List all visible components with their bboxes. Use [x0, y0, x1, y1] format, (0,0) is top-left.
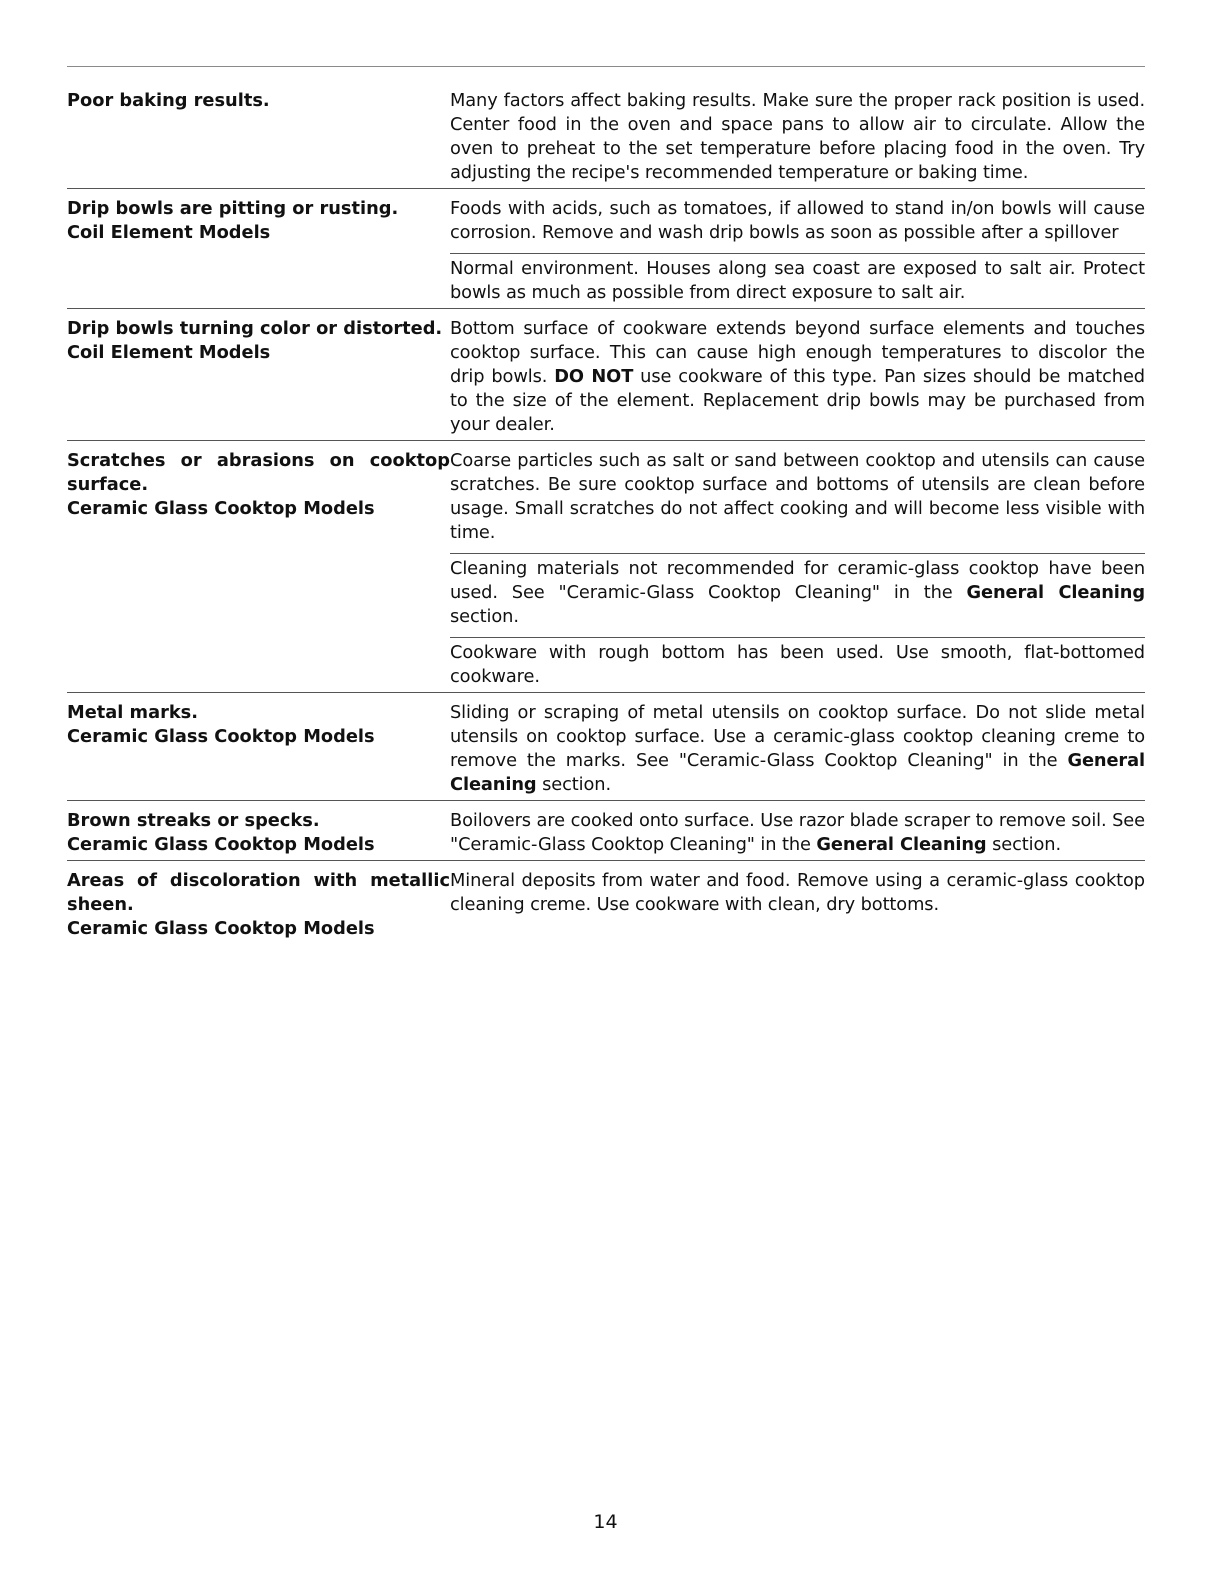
solution-cell: [450, 197, 1145, 305]
solution-cell: [450, 449, 1145, 689]
solution-text: Boilovers are cooked onto surface. Use razor blade scraper to remove soil. See "Ceramic-Glass Cooktop Cleaning" in the: [450, 810, 1145, 855]
problem-cell: [67, 89, 450, 185]
problem-title: Areas of discoloration with metallic sheen.: [67, 870, 450, 915]
bold-text: General Cleaning: [450, 750, 1145, 795]
bold-text: General Cleaning: [966, 582, 1145, 603]
solution-text: Cookware with rough bottom has been used. Use smooth, flat-bottomed cookware.: [450, 642, 1145, 687]
solution-text: Normal environment. Houses along sea coast are exposed to salt air. Protect bowls as much as possible from direct exposure to salt air.: [450, 258, 1145, 303]
page-number: 14: [593, 1511, 618, 1533]
solution-text: Bottom surface of cookware extends beyond surface elements and touches cooktop surface. This can cause high enough temperatures to discolor the drip bowls.: [450, 318, 1145, 387]
problem-title: Drip bowls are pitting or rusting.: [67, 198, 399, 219]
solution-paragraph: [450, 89, 1145, 185]
solution-paragraph: [450, 869, 1145, 917]
solution-cell: [450, 869, 1145, 941]
problem-cell: [67, 317, 450, 437]
solution-text: use cookware of this type. Pan sizes should be matched to the size of the element. Replacement drip bowls may be purchased from your dealer.: [450, 366, 1145, 435]
bold-text: DO NOT: [554, 366, 634, 387]
problem-title: Brown streaks or specks.: [67, 810, 320, 831]
table-row: [67, 449, 1145, 693]
troubleshooting-table: [67, 66, 1145, 952]
solution-paragraph: [450, 809, 1145, 857]
problem-model-type: Ceramic Glass Cooktop Models: [67, 918, 375, 939]
table-row: [67, 701, 1145, 801]
table-row: [67, 869, 1145, 944]
problem-title: Scratches or abrasions on cooktop surface.: [67, 450, 450, 495]
top-rule: [67, 66, 1145, 67]
problem-cell: [67, 449, 450, 689]
solution-cell: [450, 317, 1145, 437]
solution-text: section.: [450, 606, 519, 627]
solution-cell: [450, 701, 1145, 797]
solution-paragraph: [450, 553, 1145, 629]
problem-title: Poor baking results.: [67, 90, 270, 111]
problem-cell: [67, 809, 450, 857]
solution-text: Coarse particles such as salt or sand between cooktop and utensils can cause scratches. Be sure cooktop surface and bottoms of utensils are clean before usage. Small scratches do not affect cooking and will become less visible with time.: [450, 450, 1145, 543]
table-row: [67, 197, 1145, 309]
bold-text: General Cleaning: [816, 834, 987, 855]
solution-text: Many factors affect baking results. Make sure the proper rack position is used. Center food in the oven and space pans to allow air to circulate. Allow the oven to preheat to the set temperature before placing food in the oven. Try adjusting the recipe's recommended temperature or baking time.: [450, 90, 1145, 183]
solution-cell: [450, 809, 1145, 857]
solution-text: section.: [536, 774, 611, 795]
table-row: [67, 89, 1145, 189]
table-row: [67, 809, 1145, 861]
solution-text: Foods with acids, such as tomatoes, if allowed to stand in/on bowls will cause corrosion. Remove and wash drip bowls as soon as possible after a spillover: [450, 198, 1145, 243]
solution-paragraph: [450, 637, 1145, 689]
solution-paragraph: [450, 197, 1145, 245]
solution-paragraph: [450, 253, 1145, 305]
table-rows: [67, 89, 1145, 944]
problem-model-type: Coil Element Models: [67, 222, 271, 243]
solution-paragraph: [450, 449, 1145, 545]
solution-text: Mineral deposits from water and food. Remove using a ceramic-glass cooktop cleaning creme. Use cookware with clean, dry bottoms.: [450, 870, 1145, 915]
solution-text: Cleaning materials not recommended for ceramic-glass cooktop have been used. See "Ceramic-Glass Cooktop Cleaning" in the: [450, 558, 1145, 603]
problem-title: Metal marks.: [67, 702, 198, 723]
problem-title: Drip bowls turning color or distorted.: [67, 318, 443, 339]
solution-text: Sliding or scraping of metal utensils on cooktop surface. Do not slide metal utensils on cooktop surface. Use a ceramic-glass cooktop cleaning creme to remove the marks. See "Ceramic-Glass Cooktop Cleaning" in the: [450, 702, 1145, 771]
solution-cell: [450, 89, 1145, 185]
problem-cell: [67, 701, 450, 797]
problem-cell: [67, 197, 450, 305]
solution-text: section.: [986, 834, 1062, 855]
problem-model-type: Ceramic Glass Cooktop Models: [67, 498, 375, 519]
solution-paragraph: [450, 317, 1145, 437]
solution-paragraph: [450, 701, 1145, 797]
problem-model-type: Ceramic Glass Cooktop Models: [67, 834, 375, 855]
problem-cell: [67, 869, 450, 941]
problem-model-type: Ceramic Glass Cooktop Models: [67, 726, 375, 747]
table-row: [67, 317, 1145, 441]
problem-model-type: Coil Element Models: [67, 342, 271, 363]
